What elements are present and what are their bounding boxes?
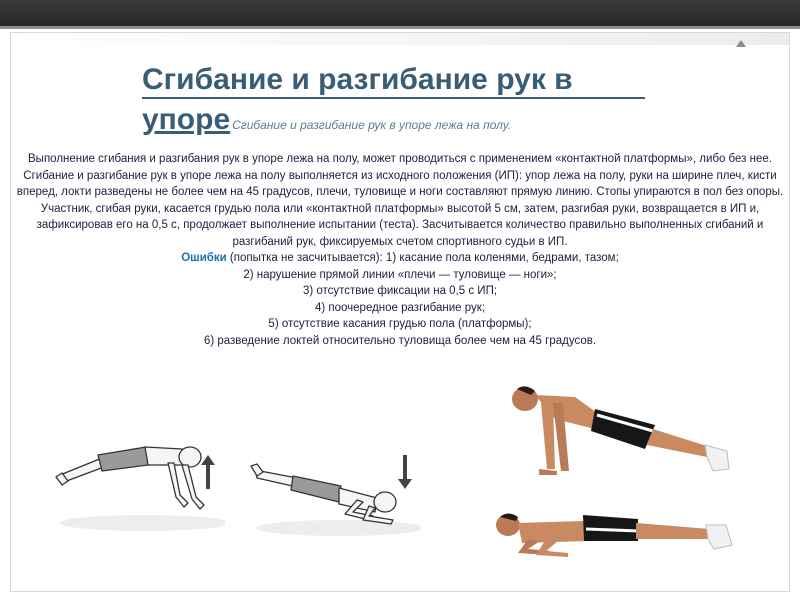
frame-notch	[736, 40, 746, 47]
error-item: 2) нарушение прямой линии «плечи — туловище — ноги»;	[243, 268, 557, 281]
error-item: 3) отсутствие фиксации на 0,5 с ИП;	[302, 285, 498, 297]
slide-title	[142, 60, 702, 145]
errors-line-1	[10, 250, 790, 267]
error-item: 6) разведение локтей относительно туловища более чем на 45 градусов.	[203, 334, 597, 347]
slide-subtitle: Сгибание и разгибание рук в упоре лежа на полу.	[232, 118, 512, 132]
errors-title: Ошибки	[181, 252, 227, 264]
pushup-up-photo	[495, 385, 740, 485]
title-line-2: упоре	[142, 103, 231, 136]
top-band-line	[0, 26, 800, 29]
title-underline	[142, 97, 645, 99]
title-line-1: Сгибание и разгибание рук в	[142, 63, 573, 96]
arrow-up-icon	[200, 455, 216, 489]
pushup-drawing-up	[50, 425, 225, 535]
frame-top-strip	[11, 33, 789, 45]
description-paragraph: Выполнение сгибания и разгибания рук в упоре лежа на полу, может проводиться с применением «контактной платформы», либо без нее. Сгибание и разгибание рук в упоре лежа на полу выполняется из исходного положения (ИП): упор лежа на полу, руки на ширине плеч, кисти вперед, локти разведены не более чем на 45 градусов, плечи, туловище и ноги составляют прямую линию. Стопы упираются в пол без опоры. Участник, сгибая руки, касается грудью пола или «контактной платформы» высотой 5 см, затем, разгибая руки, возвращается в ИП и, зафиксировав его на 0,5 с, продолжает выполнение испытании (теста). Засчитывается количество правильно выполненных сгибаний и разгибаний рук, фиксируемых счетом спортивного судьи в ИП.	[16, 153, 784, 248]
pushup-down-photo	[488, 505, 743, 565]
slide-body	[10, 151, 790, 349]
error-item: 4) поочередное разгибание рук;	[314, 301, 486, 314]
pushup-drawing-down	[245, 440, 420, 540]
arrow-down-icon	[397, 455, 413, 489]
error-item: 5) отсутствие касания грудью пола (платформы);	[268, 318, 532, 330]
errors-intro: (попытка не засчитывается): 1) касание пола коленями, бедрами, тазом;	[226, 252, 619, 264]
top-band	[0, 0, 800, 26]
